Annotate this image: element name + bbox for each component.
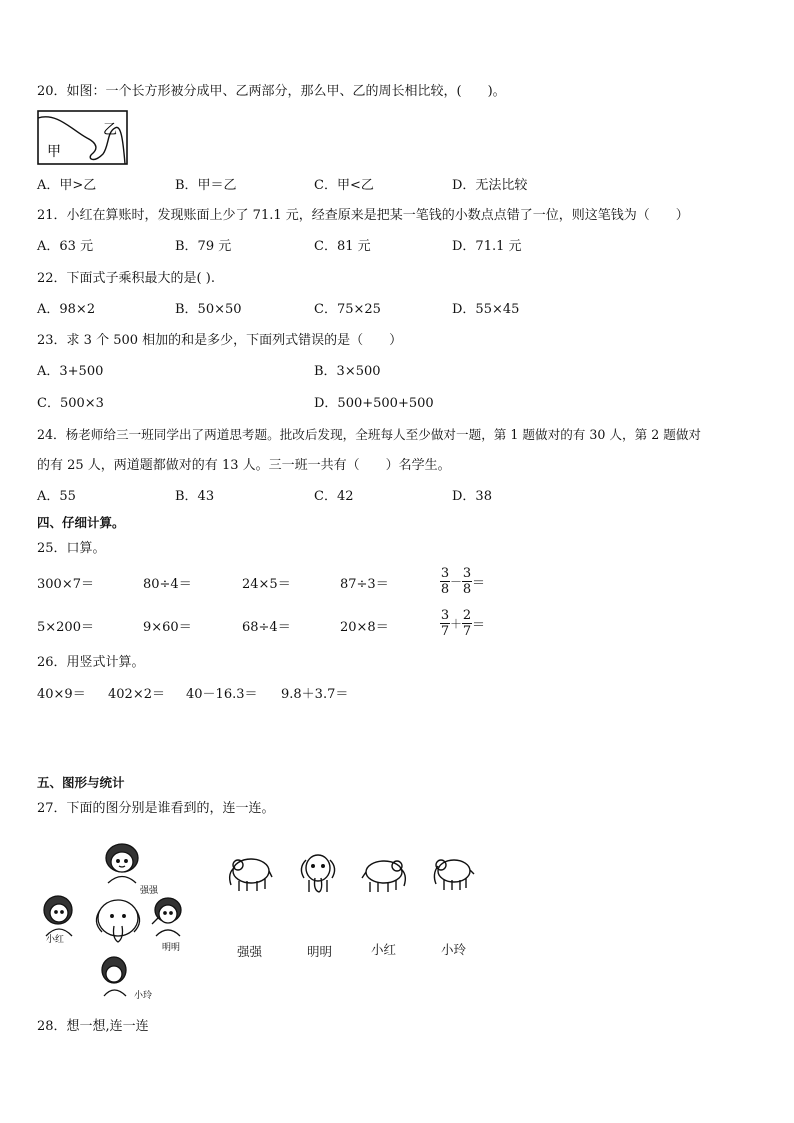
q26-item-2: 402×2＝ — [108, 687, 165, 702]
q20-label-yi: 乙 — [103, 122, 117, 138]
q25-item-2: 80÷4＝ — [143, 577, 192, 592]
q23-option-c[interactable]: C．500×3 — [37, 396, 104, 411]
q24-option-c[interactable]: C．42 — [314, 489, 354, 504]
label-mingming: 明明 — [162, 943, 181, 953]
q20-text: 20．如图：一个长方形被分成甲、乙两部分，那么甲、乙的周长相比较，( )。 — [37, 84, 506, 99]
section-4-heading: 四、仔细计算。 — [37, 515, 125, 530]
label-xiaohong: 小红 — [46, 935, 65, 945]
child-xiaohong-icon — [44, 896, 72, 936]
q24-text-line1: 24．杨老师给三一班同学出了两道思考题。批改后发现，全班每人至少做对一题，第 1 题做对的有 30 人，第 2 题做对 — [37, 427, 702, 442]
q21-option-d[interactable]: D．71.1 元 — [452, 239, 522, 254]
q26-item-4: 9.8＋3.7＝ — [281, 687, 349, 702]
q20-rectangle-figure — [37, 110, 129, 166]
child-xiaoling-icon — [102, 957, 126, 996]
q27-name-xiaohong[interactable]: 小红 — [371, 942, 397, 957]
q25-item-7: 68÷4＝ — [242, 620, 291, 635]
center-elephant-icon — [96, 900, 139, 942]
q20-option-b[interactable]: B．甲＝乙 — [175, 178, 237, 193]
q20-label-jia: 甲 — [47, 144, 61, 160]
q21-option-a[interactable]: A．63 元 — [37, 239, 94, 254]
q20-option-a[interactable]: A．甲>乙 — [37, 178, 97, 193]
q25-fraction-subtraction: 3 8 － 3 8 ＝ — [440, 566, 486, 597]
q26-item-3: 40－16.3＝ — [186, 687, 258, 702]
q24-option-a[interactable]: A．55 — [37, 489, 76, 504]
q27-name-xiaoling[interactable]: 小玲 — [441, 942, 467, 957]
q28-title: 28．想一想,连一连 — [37, 1019, 149, 1034]
q23-text: 23．求 3 个 500 相加的和是多少，下面列式错误的是（ ） — [37, 333, 403, 348]
label-qiangqiang: 强强 — [140, 886, 159, 896]
q22-option-a[interactable]: A．98×2 — [37, 302, 96, 317]
q23-option-a[interactable]: A．3+500 — [37, 364, 104, 379]
q22-option-b[interactable]: B．50×50 — [175, 302, 242, 317]
label-xiaoling: 小玲 — [134, 991, 153, 1001]
section-5-heading: 五、图形与统计 — [37, 775, 125, 790]
elephant-view-2-icon — [297, 850, 339, 896]
q22-text: 22．下面式子乘积最大的是( ). — [37, 271, 215, 286]
q25-item-5: 5×200＝ — [37, 620, 94, 635]
q26-item-1: 40×9＝ — [37, 687, 86, 702]
q25-fraction-addition: 3 7 ＋ 2 7 ＝ — [440, 608, 486, 639]
q24-option-b[interactable]: B．43 — [175, 489, 215, 504]
elephant-view-1-icon — [225, 853, 273, 895]
q24-option-d[interactable]: D．38 — [452, 489, 492, 504]
q25-item-3: 24×5＝ — [242, 577, 291, 592]
q24-text-line2: 的有 25 人，两道题都做对的有 13 人。三一班一共有（ ）名学生。 — [37, 458, 451, 473]
q27-name-mingming[interactable]: 明明 — [307, 944, 333, 959]
q25-item-1: 300×7＝ — [37, 577, 94, 592]
q23-option-d[interactable]: D．500+500+500 — [314, 396, 434, 411]
elephant-view-3-icon — [360, 856, 410, 896]
q21-option-c[interactable]: C．81 元 — [314, 239, 371, 254]
q25-item-4: 87÷3＝ — [340, 577, 389, 592]
q20-option-c[interactable]: C．甲<乙 — [314, 178, 374, 193]
elephant-view-4-icon — [428, 854, 476, 894]
q25-item-6: 9×60＝ — [143, 620, 192, 635]
q21-text: 21．小红在算账时，发现账面上少了 71.1 元，经查原来是把某一笔钱的小数点点错了一位，则这笔钱为（ ） — [37, 208, 689, 223]
q27-observers-figure — [40, 838, 200, 1003]
q20-option-d[interactable]: D．无法比较 — [452, 178, 528, 193]
q27-name-qiangqiang[interactable]: 强强 — [237, 944, 263, 959]
q25-item-8: 20×8＝ — [340, 620, 389, 635]
q27-title: 27．下面的图分别是谁看到的，连一连。 — [37, 801, 275, 816]
child-mingming-icon — [152, 898, 181, 936]
q25-title: 25．口算。 — [37, 541, 106, 556]
q23-option-b[interactable]: B．3×500 — [314, 364, 381, 379]
child-qiangqiang-icon — [106, 844, 138, 883]
q22-option-c[interactable]: C．75×25 — [314, 302, 381, 317]
q26-title: 26．用竖式计算。 — [37, 655, 145, 670]
q22-option-d[interactable]: D．55×45 — [452, 302, 520, 317]
q21-option-b[interactable]: B．79 元 — [175, 239, 232, 254]
